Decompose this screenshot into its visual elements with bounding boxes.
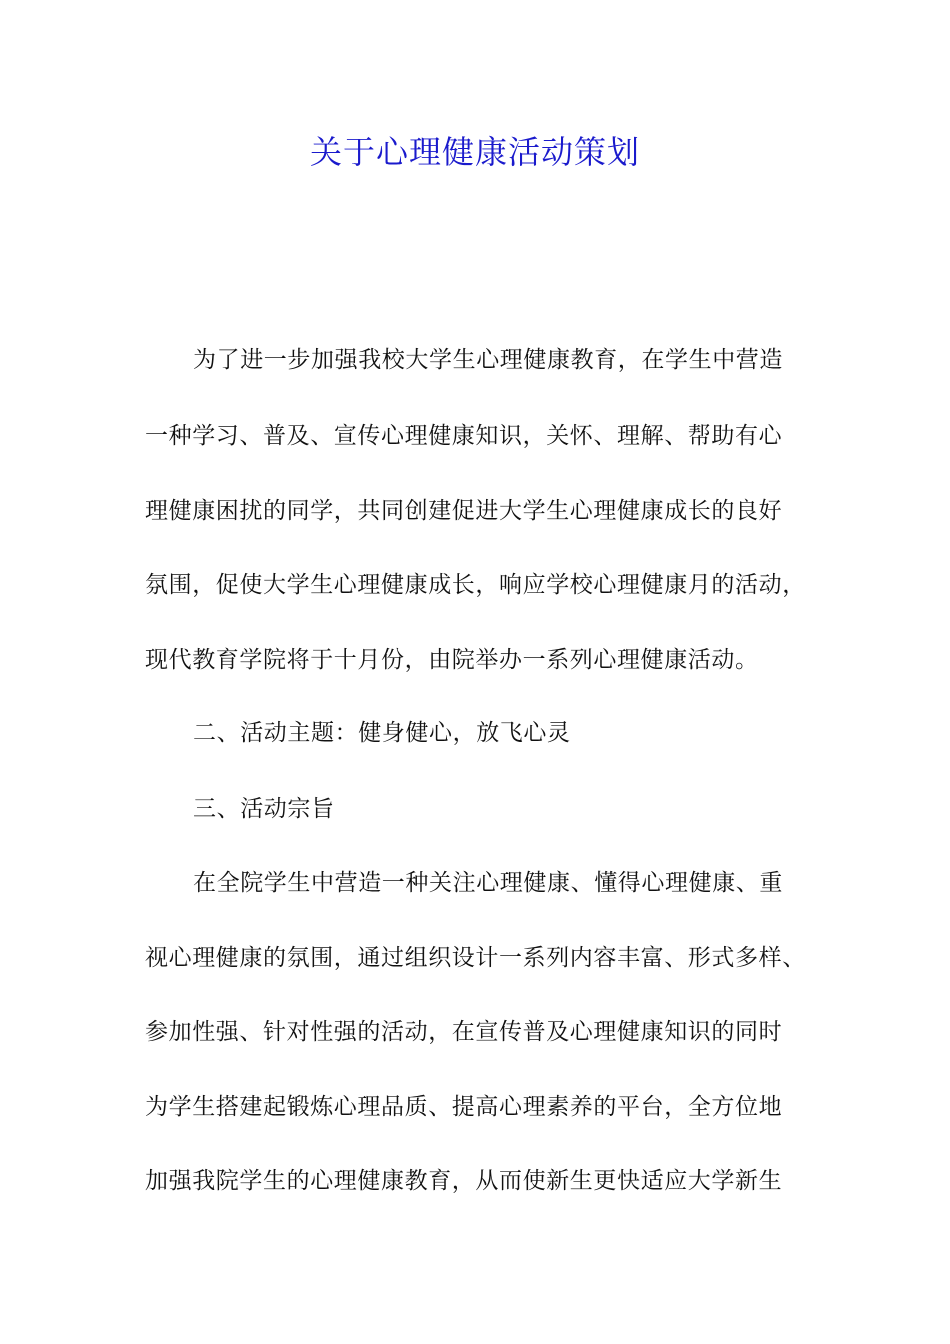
section-heading-theme: 二、活动主题：健身健心，放飞心灵	[193, 720, 571, 746]
body-line-9: 视心理健康的氛围，通过组织设计一系列内容丰富、形式多样、	[145, 945, 806, 971]
body-line-11: 为学生搭建起锻炼心理品质、提高心理素养的平台，全方位地	[145, 1094, 783, 1120]
document-title: 关于心理健康活动策划	[309, 133, 640, 171]
body-line-10: 参加性强、针对性强的活动，在宣传普及心理健康知识的同时	[145, 1019, 783, 1045]
body-line-2: 一种学习、普及、宣传心理健康知识，关怀、理解、帮助有心	[145, 423, 783, 449]
body-line-5: 现代教育学院将于十月份，由院举办一系列心理健康活动。	[145, 647, 759, 673]
body-line-8: 在全院学生中营造一种关注心理健康、懂得心理健康、重	[193, 870, 783, 896]
section-heading-purpose: 三、活动宗旨	[193, 796, 335, 822]
body-line-1: 为了进一步加强我校大学生心理健康教育，在学生中营造	[193, 347, 783, 373]
body-line-3: 理健康困扰的同学，共同创建促进大学生心理健康成长的良好	[145, 498, 783, 524]
body-line-4: 氛围，促使大学生心理健康成长，响应学校心理健康月的活动，	[145, 572, 806, 598]
body-line-12: 加强我院学生的心理健康教育，从而使新生更快适应大学新生	[145, 1168, 783, 1194]
